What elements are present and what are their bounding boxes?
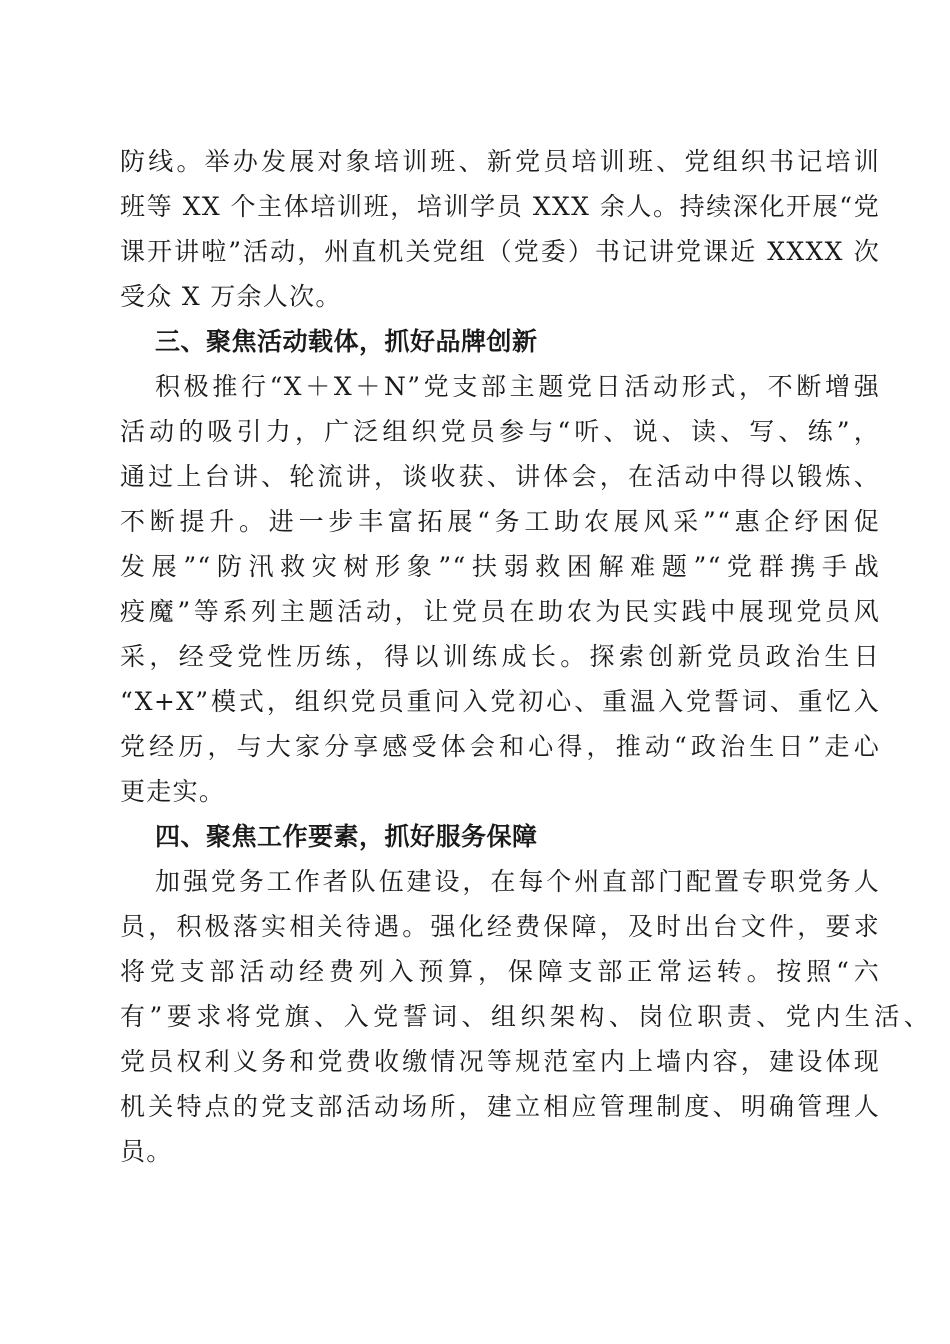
paragraph-line: 有”要求将党旗、入党誓词、组织架构、岗位职责、党内生活、 bbox=[120, 1002, 930, 1031]
paragraph-line: 加强党务工作者队伍建设，在每个州直部门配置专职党务人 bbox=[155, 867, 880, 896]
paragraph-line: “X+X”模式，组织党员重问入党初心、重温入党誓词、重忆入 bbox=[120, 687, 880, 716]
paragraph-line: 将党支部活动经费列入预算，保障支部正常运转。按照“六 bbox=[120, 957, 880, 986]
paragraph-line: 不断提升。进一步丰富拓展“务工助农展风采”“惠企纾困促 bbox=[120, 507, 880, 536]
paragraph-line: 活动的吸引力，广泛组织党员参与“听、说、读、写、练”， bbox=[120, 417, 880, 446]
paragraph-line: 发展”“防汛救灾树形象”“扶弱救困解难题”“党群携手战 bbox=[120, 552, 880, 581]
paragraph-line: 受众 X 万余人次。 bbox=[120, 282, 342, 311]
paragraph-line: 更走实。 bbox=[120, 777, 226, 806]
paragraph-line: 党经历，与大家分享感受体会和心得，推动“政治生日”走心 bbox=[120, 732, 880, 761]
paragraph-line: 通过上台讲、轮流讲，谈收获、讲体会，在活动中得以锻炼、 bbox=[120, 462, 880, 491]
paragraph-line: 防线。举办发展对象培训班、新党员培训班、党组织书记培训 bbox=[120, 147, 880, 176]
paragraph-line: 课开讲啦”活动，州直机关党组（党委）书记讲党课近 XXXX 次 bbox=[120, 237, 880, 266]
paragraph-line: 员，积极落实相关待遇。强化经费保障，及时出台文件，要求 bbox=[120, 912, 880, 941]
paragraph-line: 党员权利义务和党费收缴情况等规范室内上墙内容，建设体现 bbox=[120, 1047, 880, 1076]
section-heading-4: 四、聚焦工作要素，抓好服务保障 bbox=[155, 822, 538, 851]
paragraph-line: 机关特点的党支部活动场所，建立相应管理制度、明确管理人 bbox=[120, 1092, 880, 1121]
paragraph-line: 疫魔”等系列主题活动，让党员在助农为民实践中展现党员风 bbox=[120, 597, 880, 626]
section-heading-3: 三、聚焦活动载体，抓好品牌创新 bbox=[155, 327, 538, 356]
paragraph-line: 积极推行“X＋X＋N”党支部主题党日活动形式，不断增强 bbox=[155, 372, 880, 401]
paragraph-line: 采，经受党性历练，得以训练成长。探索创新党员政治生日 bbox=[120, 642, 880, 671]
paragraph-line: 员。 bbox=[120, 1137, 173, 1166]
paragraph-line: 班等 XX 个主体培训班，培训学员 XXX 余人。持续深化开展“党 bbox=[120, 192, 880, 221]
